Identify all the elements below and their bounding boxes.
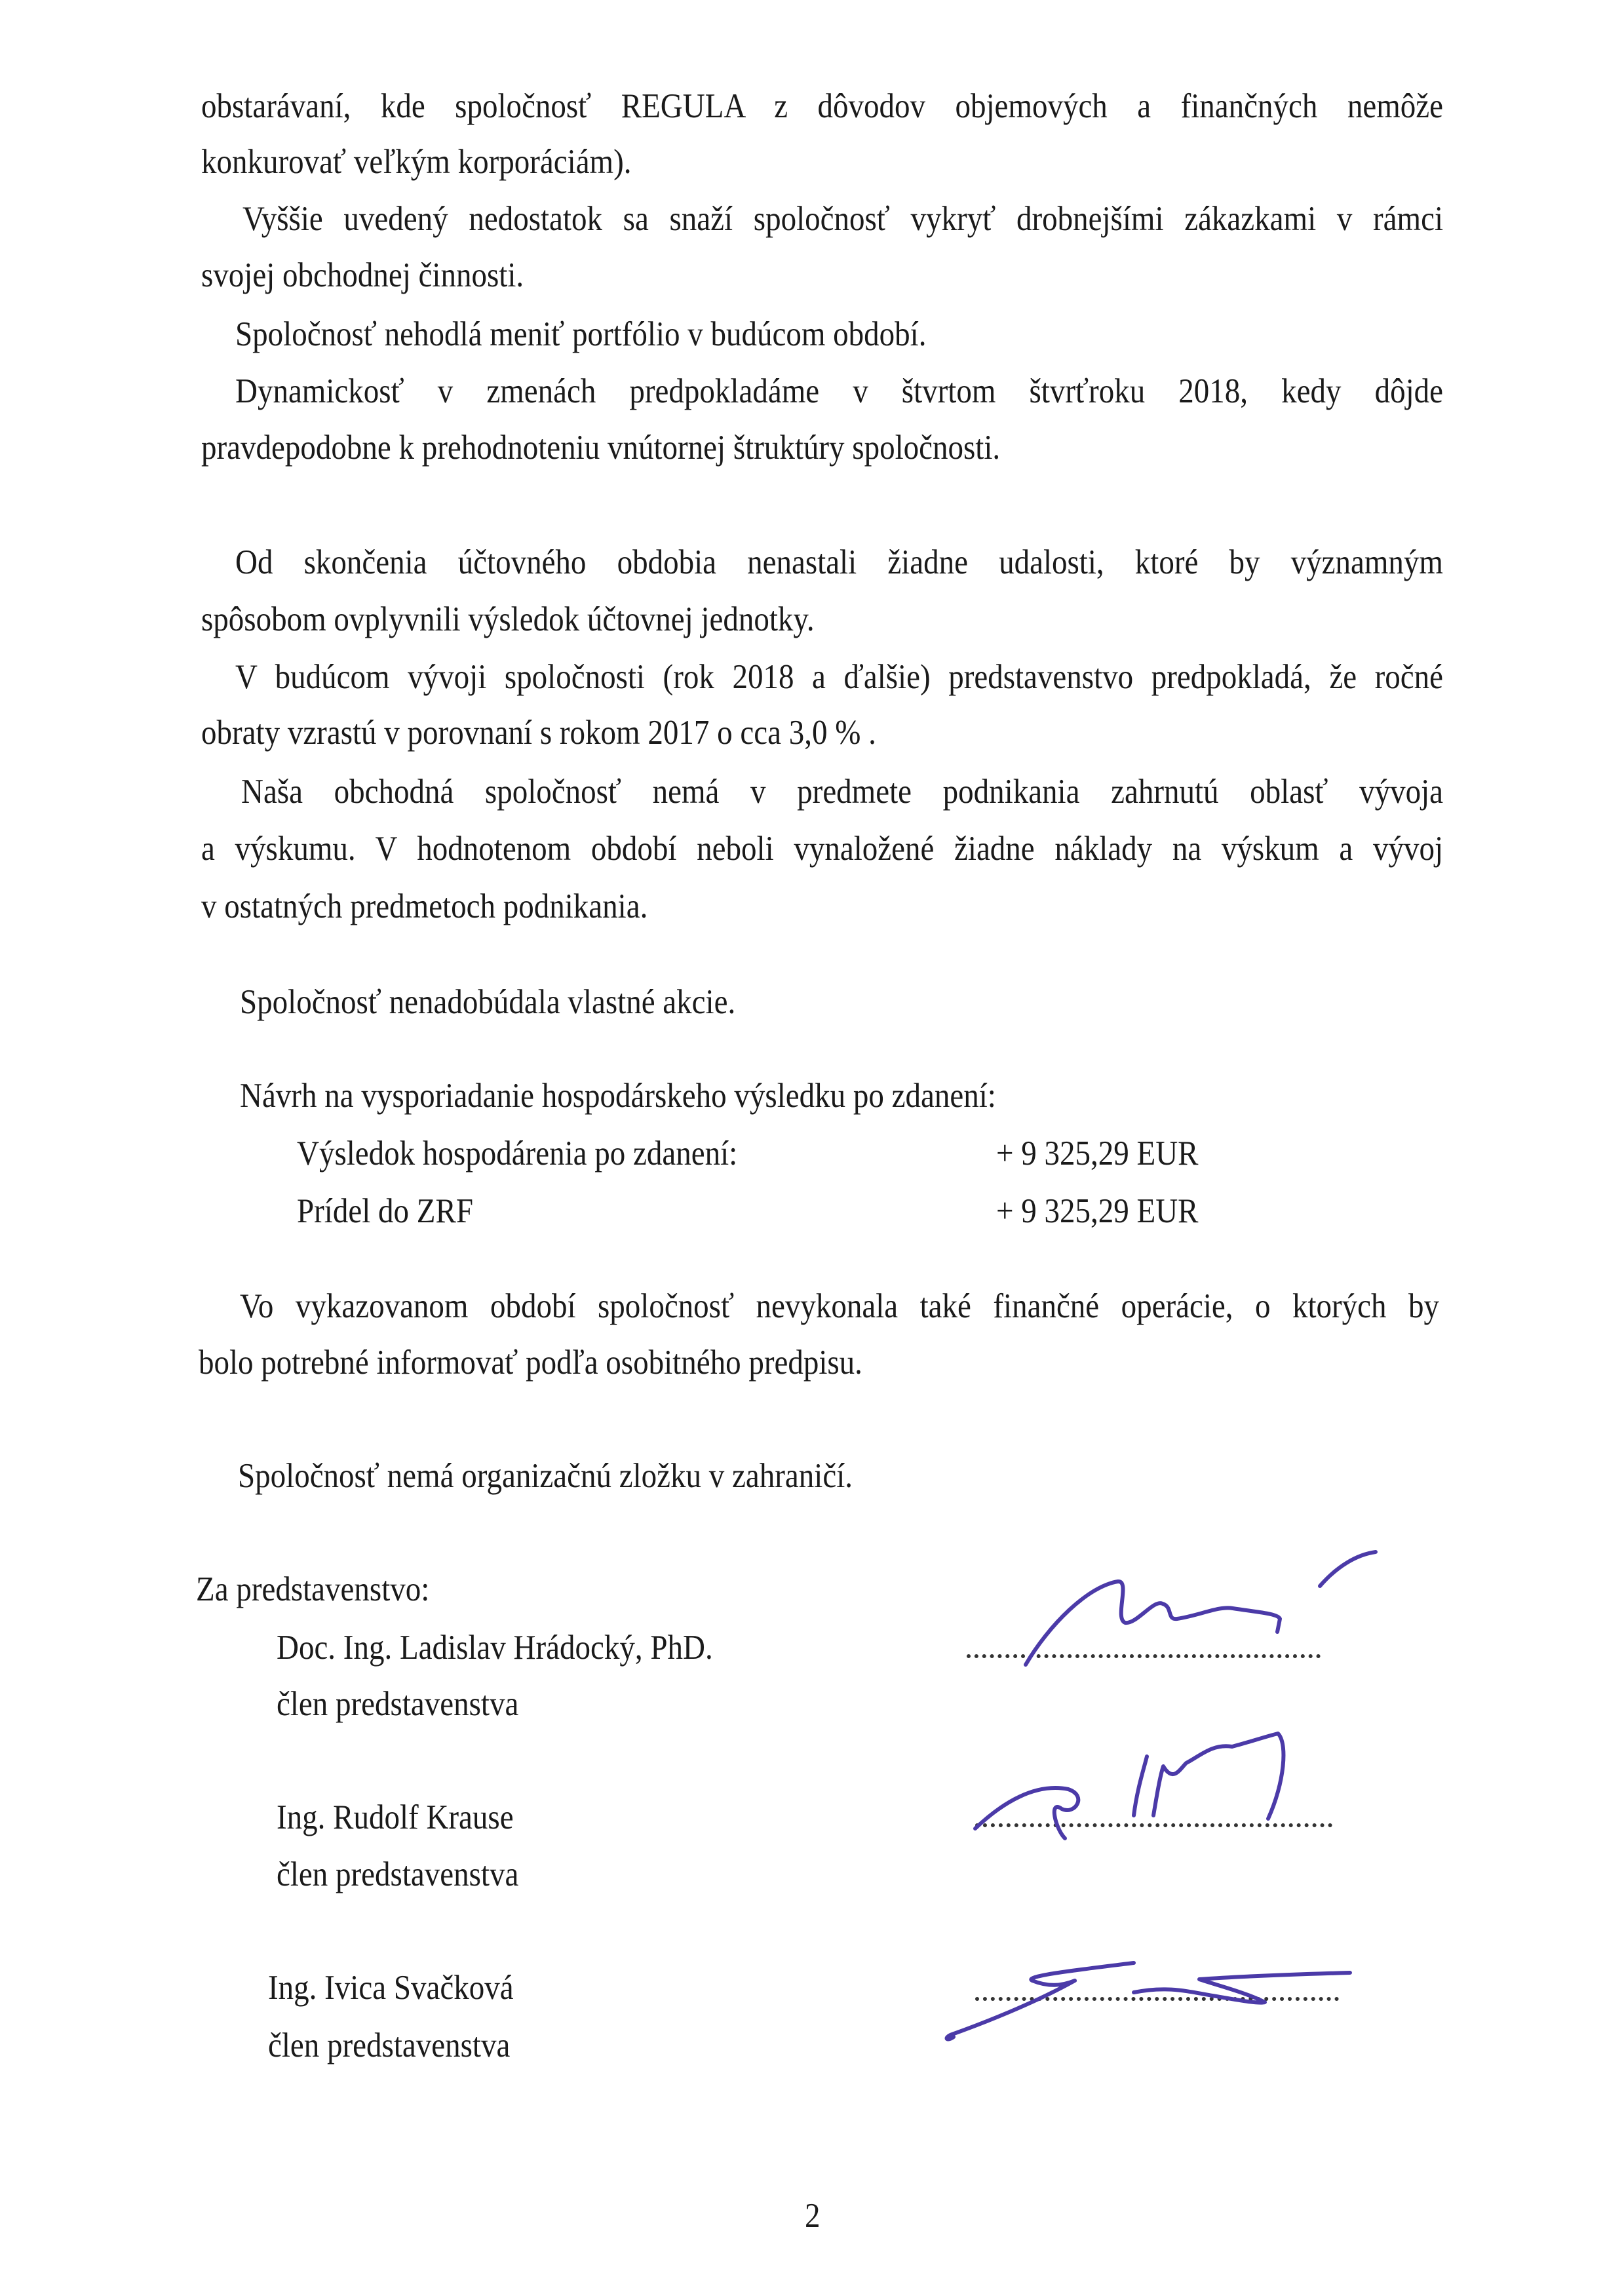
signatures-heading: Za predstavenstvo: — [196, 1570, 430, 1609]
paragraph-line: pravdepodobne k prehodnoteniu vnútornej štruktúry spoločnosti. — [201, 428, 1001, 467]
paragraph-line: Spoločnosť nehodlá meniť portfólio v budúcom období. — [235, 315, 927, 354]
paragraph-line: bolo potrebné informovať podľa osobitného predpisu. — [199, 1343, 862, 1382]
allocation-value: + 9 325,29 EUR — [996, 1191, 1199, 1231]
paragraph-line: Dynamickosť v zmenách predpokladáme v štvrtom štvrťroku 2018, kedy dôjde — [235, 372, 1443, 411]
profit-label: Výsledok hospodárenia po zdanení: — [297, 1134, 738, 1173]
member-role: člen predstavenstva — [277, 1684, 519, 1724]
paragraph-line: Spoločnosť nenadobúdala vlastné akcie. — [240, 982, 736, 1022]
member-role: člen predstavenstva — [277, 1855, 519, 1894]
member-name: Ing. Ivica Svačková — [268, 1968, 514, 2007]
paragraph-line: Vyššie uvedený nedostatok sa snaží spoločnosť vykryť drobnejšími zákazkami v rámci — [242, 199, 1443, 239]
signature-krause — [975, 1734, 1283, 1838]
paragraph-line: konkurovať veľkým korporáciám). — [201, 142, 632, 182]
signature-line — [967, 1654, 1321, 1658]
profit-value: + 9 325,29 EUR — [996, 1134, 1199, 1173]
member-name: Ing. Rudolf Krause — [277, 1798, 514, 1837]
signature-svackova — [947, 1963, 1350, 2039]
paragraph-line: Návrh na vysporiadanie hospodárskeho výsledku po zdanení: — [240, 1076, 996, 1115]
page-number: 2 — [805, 2196, 821, 2236]
signature-line — [975, 1823, 1332, 1827]
paragraph-line: Naša obchodná spoločnosť nemá v predmete podnikania zahrnutú oblasť vývoja — [241, 772, 1443, 811]
signature-hradocky — [1026, 1581, 1280, 1665]
member-name: Doc. Ing. Ladislav Hrádocký, PhD. — [277, 1628, 713, 1667]
paragraph-line: a výskumu. V hodnotenom období neboli vynaložené žiadne náklady na výskum a vývoj — [201, 829, 1443, 868]
allocation-label: Prídel do ZRF — [297, 1191, 473, 1231]
member-role: člen predstavenstva — [268, 2026, 511, 2065]
paragraph-line: obraty vzrastú v porovnaní s rokom 2017 o cca 3,0 % . — [201, 713, 876, 752]
paragraph-line: obstarávaní, kde spoločnosť REGULA z dôvodov objemových a finančných nemôže — [201, 87, 1443, 126]
paragraph-line: Od skončenia účtovného obdobia nenastali žiadne udalosti, ktoré by významným — [235, 543, 1443, 582]
paragraph-line: svojej obchodnej činnosti. — [201, 256, 524, 295]
signature-line — [975, 1997, 1339, 2001]
paragraph-line: spôsobom ovplyvnili výsledok účtovnej jednotky. — [201, 600, 815, 639]
signature-hradocky-tick — [1320, 1552, 1376, 1586]
paragraph-line: V budúcom vývoji spoločnosti (rok 2018 a ďalšie) predstavenstvo predpokladá, že ročné — [235, 657, 1443, 697]
paragraph-line: v ostatných predmetoch podnikania. — [201, 887, 648, 926]
paragraph-line: Vo vykazovanom období spoločnosť nevykonala také finančné operácie, o ktorých by — [240, 1287, 1439, 1326]
paragraph-line: Spoločnosť nemá organizačnú zložku v zahraničí. — [238, 1456, 853, 1496]
